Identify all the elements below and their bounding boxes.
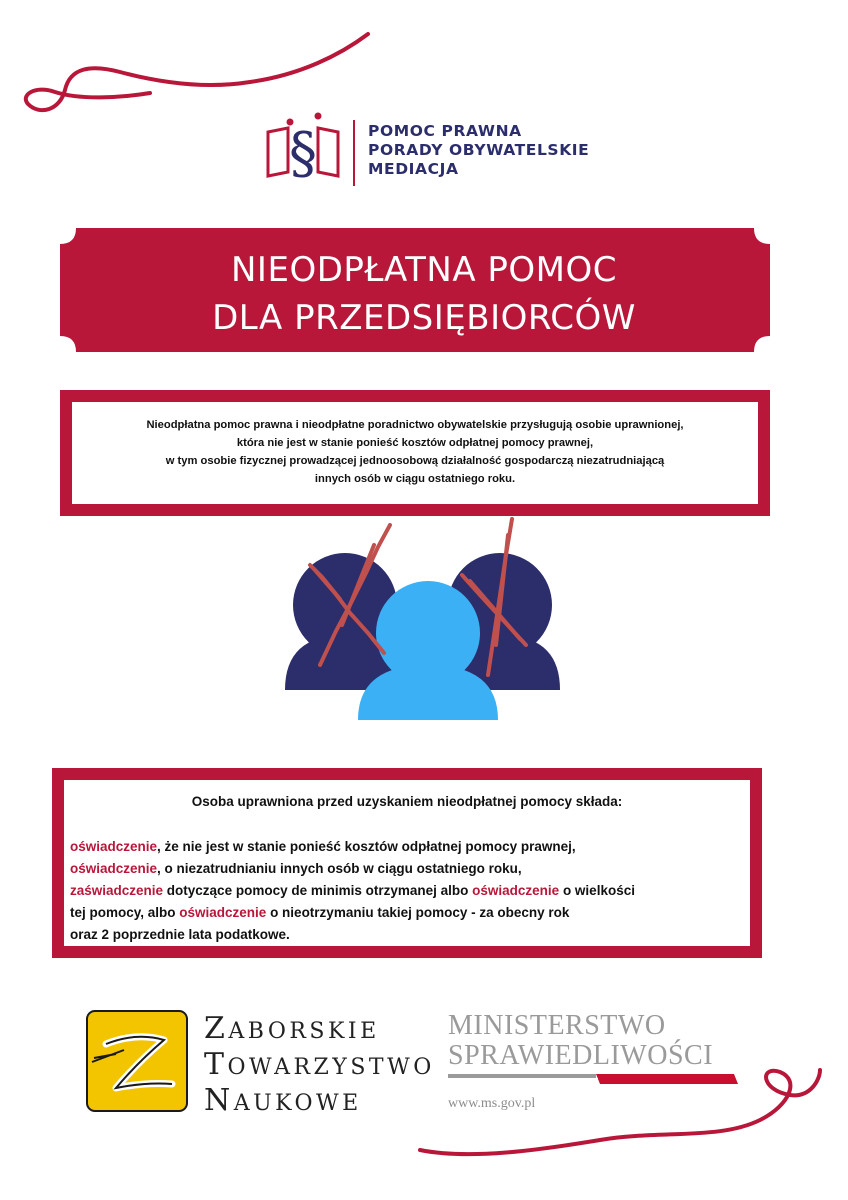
svg-text:§: § (289, 121, 317, 186)
logo-text (368, 122, 589, 179)
logo-line-2: PORADY OBYWATELSKIE (368, 141, 590, 159)
requirements-box (52, 768, 762, 958)
info-line-1: Nieodpłatna pomoc prawna i nieodpłatne poradnictwo obywatelskie przysługują osobie uprawnionej, (146, 419, 684, 431)
ministry-flag-stripe (448, 1072, 748, 1092)
ztn-word-3 (204, 1084, 435, 1120)
ztn-word-2 (204, 1048, 435, 1084)
ministry-line-1: MINISTERSTWO (448, 1010, 666, 1041)
ribbon-top-left (26, 34, 368, 110)
requirement-text: dotyczące pomocy de minimis otrzymanej albo (163, 883, 473, 898)
requirement-text: o nieotrzymaniu takiej pomocy - za obecny rok (266, 905, 570, 920)
requirements-heading: Osoba uprawniona przed uzyskaniem nieodpłatnej pomocy składa: (191, 794, 623, 809)
eligibility-info-box (60, 390, 770, 516)
logo-line-3: MEDIACJA (368, 160, 459, 178)
ztn-rest: ABORSKIE (228, 1019, 380, 1044)
ztn-rest: AUKOWE (233, 1091, 362, 1116)
ztn-initial: Z (204, 1011, 229, 1046)
legal-aid-logo-icon (262, 110, 346, 190)
ministry-url: www.ms.gov.pl (448, 1096, 536, 1111)
requirement-text: , że nie jest w stanie ponieść kosztów odpłatnej pomocy prawnej, (157, 839, 576, 854)
people-crossed-illustration (280, 515, 570, 725)
ztn-name (204, 1012, 435, 1120)
requirement-line-1 (70, 836, 760, 858)
banner-title-line-1: NIEODPŁATNA POMOC (231, 250, 617, 290)
ztn-initial: T (204, 1047, 228, 1082)
term-zaswiadczenie: zaświadczenie (70, 883, 164, 898)
banner-title-line-2: DLA PRZEDSIĘBIORCÓW (212, 298, 636, 338)
info-line-3: w tym osobie fizycznej prowadzącej jednoosobową działalność gospodarczą niezatrudniającą (165, 455, 665, 467)
term-oswiadczenie: oświadczenie (179, 905, 267, 920)
ztn-initial: N (204, 1083, 234, 1118)
requirement-text: o wielkości (559, 883, 635, 898)
info-line-4: innych osób w ciągu ostatniego roku. (314, 473, 516, 485)
term-oswiadczenie: oświadczenie (70, 861, 158, 876)
ministry-line-2: SPRAWIEDLIWOŚCI (448, 1040, 714, 1071)
ztn-rest: OWARZYSTWO (227, 1055, 435, 1080)
ztn-logo-icon (86, 1010, 188, 1112)
logo-line-1: POMOC PRAWNA (368, 122, 522, 140)
logo-divider (353, 120, 355, 186)
term-oswiadczenie: oświadczenie (70, 839, 158, 854)
requirement-text: tej pomocy, albo (70, 905, 180, 920)
requirement-line-2 (70, 858, 760, 880)
requirement-line-5: oraz 2 poprzednie lata podatkowe. (70, 927, 290, 942)
banner-title (120, 246, 728, 342)
info-line-2: która nie jest w stanie ponieść kosztów odpłatnej pomocy prawnej, (236, 437, 594, 449)
requirement-line-3 (70, 880, 760, 902)
term-oswiadczenie: oświadczenie (472, 883, 560, 898)
ztn-word-1 (204, 1012, 435, 1048)
requirement-text: , o niezatrudnianiu innych osób w ciągu ostatniego roku, (157, 861, 522, 876)
requirement-line-4 (70, 902, 760, 924)
